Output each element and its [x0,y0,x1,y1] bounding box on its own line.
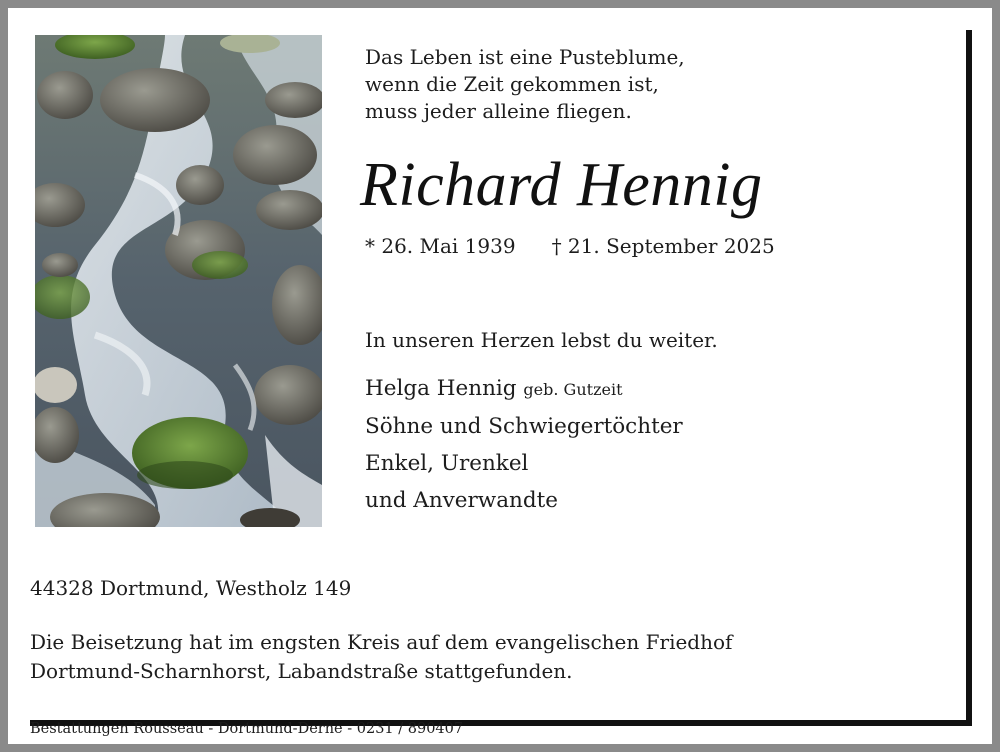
stream-image [35,35,322,527]
stream-photo [35,35,322,527]
family-address: 44328 Dortmund, Westholz 149 [30,576,352,600]
mourner-line [365,370,683,408]
memorial-message: In unseren Herzen lebst du weiter. [365,328,718,352]
life-dates [365,234,775,258]
burial-line: Die Beisetzung hat im engsten Kreis auf dem evangelischen Friedhof [30,630,733,654]
poem-line: muss jeder alleine fliegen. [365,99,632,123]
birth-date: * 26. Mai 1939 [365,234,516,258]
mourner-line: und Anverwandte [365,488,559,513]
funeral-home-footer: Bestattungen Rousseau - Dortmund-Derne - 0231 / 890407 [30,721,464,737]
deceased-name: Richard Hennig [360,151,763,219]
frame-right-border [966,30,972,726]
poem-line: Das Leben ist eine Pusteblume, [365,45,685,69]
mourners-list [365,370,683,519]
death-date: † 21. September 2025 [551,234,775,258]
mourner-line: Enkel, Urenkel [365,451,529,476]
poem [365,44,685,125]
maiden-name: geb. Gutzeit [523,380,623,399]
obituary-card [8,8,992,744]
poem-line: wenn die Zeit gekommen ist, [365,72,659,96]
burial-line: Dortmund-Scharnhorst, Labandstraße stattgefunden. [30,659,573,683]
mourner-name: Helga Hennig [365,376,517,401]
mourner-line: Söhne und Schwiegertöchter [365,414,683,439]
burial-notice [30,628,732,686]
